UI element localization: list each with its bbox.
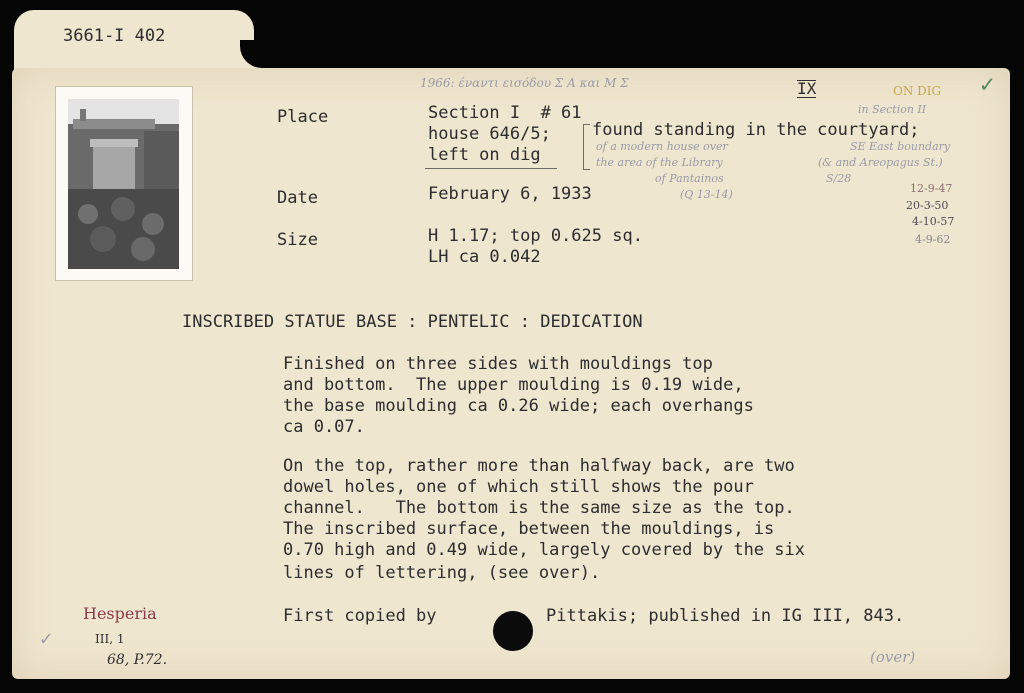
hesperia-stamp: Hesperia [83, 604, 157, 623]
para1-line1: Finished on three sides with mouldings top [283, 354, 713, 374]
place-underline [425, 168, 557, 169]
statue-base-photo [68, 99, 179, 269]
para2-line5: 0.70 high and 0.49 wide, largely covered by the six [283, 540, 805, 560]
para2-line4: The inscribed surface, between the mouldings, is [283, 519, 775, 539]
para2-line2: dowel holes, one of which still shows the pour [283, 477, 754, 497]
para1-line3: the base moulding ca 0.26 wide; each overhangs [283, 396, 754, 416]
place-line3: left on dig [428, 145, 541, 165]
check-date-3: 4-10-57 [912, 215, 955, 228]
para2-line3: channel. The bottom is the same size as the top. [283, 498, 795, 518]
hand-place-1: of a modern house over [596, 140, 728, 153]
para1-line2: and bottom. The upper moulding is 0.19 wide, [283, 375, 744, 395]
para1-line4: ca 0.07. [283, 417, 365, 437]
photo-mount [55, 86, 193, 281]
hand-place-right1: SE East boundary [850, 140, 951, 153]
size-label: Size [277, 230, 318, 250]
hand-place-3: of Pantainos [655, 172, 724, 185]
check-date-2: 20-3-50 [906, 199, 949, 212]
place-brace [583, 124, 590, 170]
in-section-note: in Section II [858, 103, 927, 116]
check-date-4: 4-9-62 [915, 233, 951, 246]
hand-place-4: (Q 13-14) [680, 188, 733, 201]
copied-by-text: Pittakis; published in IG III, 843. [546, 606, 905, 626]
object-heading: INSCRIBED STATUE BASE : PENTELIC : DEDICATION [182, 312, 643, 332]
punch-hole [493, 611, 533, 651]
place-label: Place [277, 107, 329, 127]
date-value: February 6, 1933 [428, 184, 592, 204]
place-line1: Section I # 61 [428, 103, 582, 123]
roman-numeral: IX [797, 79, 817, 98]
copied-by-label: First copied by [283, 606, 437, 626]
place-line2: house 646/5; [428, 124, 551, 144]
over-note: (over) [870, 648, 916, 666]
para2-line1: On the top, rather more than halfway back, are two [283, 456, 795, 476]
catalog-number: 3661-I 402 [63, 26, 166, 46]
place-found-text: found standing in the courtyard; [592, 120, 920, 140]
date-label: Date [277, 188, 318, 208]
check-mark-icon: ✓ [980, 70, 995, 98]
hesperia-volume: III, 1 [95, 632, 125, 646]
hesperia-page: 68, P.72. [107, 652, 168, 668]
on-dig-note: ON DIG [893, 84, 942, 98]
pencil-check-icon: ✓ [40, 626, 53, 650]
top-greek-note: 1966: έναντι εισόδου Σ Α και Μ Σ [420, 76, 629, 90]
check-date-1: 12-9-47 [910, 182, 953, 195]
size-line1: H 1.17; top 0.625 sq. [428, 226, 643, 246]
hand-place-right2: (& and Areopagus St.) [818, 156, 943, 169]
size-line2: LH ca 0.042 [428, 247, 541, 267]
para2-line6: lines of lettering, (see over). [283, 563, 601, 583]
hand-place-2: the area of the Library [596, 156, 723, 169]
hand-place-right3: S/28 [826, 172, 852, 185]
